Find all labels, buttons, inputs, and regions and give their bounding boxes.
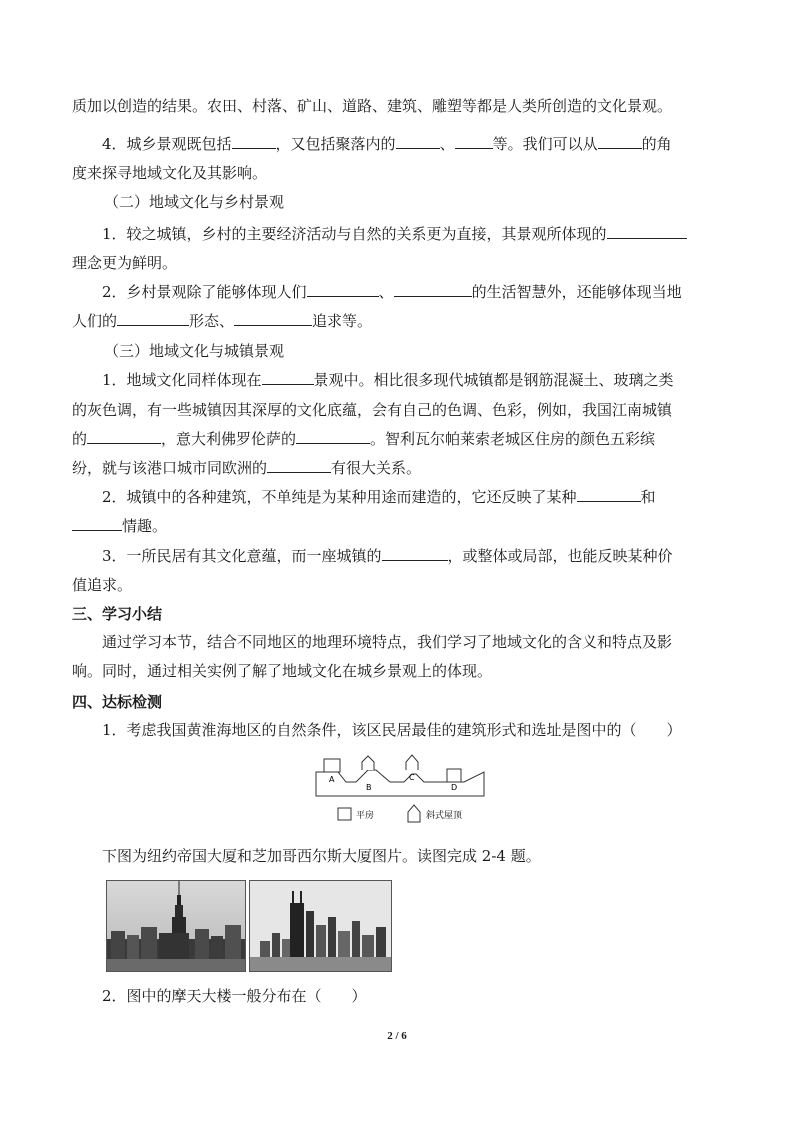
legend-flat-icon xyxy=(338,808,351,820)
housing-site-diagram xyxy=(312,752,488,834)
label-d: D xyxy=(451,783,458,792)
text-line: 的 ，意大利佛罗伦萨的 。智利瓦尔帕莱索老城区住房的颜色五彩缤 xyxy=(72,430,656,448)
empire-state-building-photo xyxy=(106,880,246,972)
label-b: B xyxy=(366,783,372,792)
rural-question-2: 2．乡村景观除了能够体现人们 、 的生活智慧外，还能够体现当地 xyxy=(102,283,682,301)
answer-blank xyxy=(234,311,312,326)
section-heading-urban: （三）地域文化与城镇景观 xyxy=(104,342,285,360)
urban-question-2: 2．城镇中的各种建筑，不单纯是为某种用途而建造的，它还反映了某种 和 xyxy=(102,488,656,506)
house-d-flat-roof xyxy=(447,769,461,782)
answer-blank xyxy=(598,134,642,149)
answer-blank xyxy=(577,487,641,502)
answer-blank xyxy=(382,546,448,561)
answer-blank xyxy=(117,311,189,326)
summary-text: 响。同时，通过相关实例了解了地域文化在城乡景观上的体现。 xyxy=(72,662,493,680)
text-line: 值追求。 xyxy=(72,576,133,594)
house-a-flat-roof xyxy=(324,759,340,772)
question-4: 4．城乡景观既包括 ，又包括聚落内的 、 等。我们可以从 的角 xyxy=(102,135,672,153)
photo-intro: 下图为纽约帝国大厦和芝加哥西尔斯大厦图片。读图完成 2-4 题。 xyxy=(102,847,541,865)
heading-test: 四、达标检测 xyxy=(72,693,163,711)
summary-text: 通过学习本节，结合不同地区的地理环境特点，我们学习了地域文化的含义和特点及影 xyxy=(102,633,673,651)
house-c-sloped-roof xyxy=(406,755,418,770)
answer-blank xyxy=(232,134,276,149)
answer-blank xyxy=(455,134,493,149)
answer-blank xyxy=(396,134,440,149)
answer-blank xyxy=(394,282,472,297)
heading-summary: 三、学习小结 xyxy=(72,605,163,623)
text-line: 质加以创造的结果。农田、村落、矿山、道路、建筑、雕塑等都是人类所创造的文化景观。 xyxy=(72,97,673,115)
answer-blank xyxy=(267,458,331,473)
text-line: 的灰色调，有一些城镇因其深厚的文化底蕴，会有自己的色调、色彩，例如，我国江南城镇 xyxy=(72,401,673,419)
text-line: 度来探寻地域文化及其影响。 xyxy=(72,164,268,182)
test-question-1: 1．考虑我国黄淮海地区的自然条件，该区民居最佳的建筑形式和选址是图中的（ ） xyxy=(102,721,682,739)
answer-blank xyxy=(296,429,370,444)
text-line: 情趣。 xyxy=(72,516,167,536)
answer-blank xyxy=(262,370,314,385)
legend-sloped-label: 斜式屋顶 xyxy=(426,811,463,821)
label-a: A xyxy=(329,775,335,784)
rural-question-1: 1．较之城镇，乡村的主要经济活动与自然的关系更为直接，其景观所体现的 xyxy=(102,224,687,244)
section-heading-rural: （二）地域文化与乡村景观 xyxy=(104,193,285,211)
test-question-2: 2．图中的摩天大楼一般分布在（ ） xyxy=(102,987,367,1005)
text-line: 人们的 形态、 追求等。 xyxy=(72,312,373,330)
page-number: 2 / 6 xyxy=(387,1030,407,1042)
answer-blank xyxy=(607,224,687,239)
answer-blank xyxy=(87,429,161,444)
label-c: C xyxy=(409,773,415,782)
answer-blank xyxy=(307,282,379,297)
answer-blank xyxy=(72,516,122,531)
legend-sloped-icon xyxy=(408,805,420,822)
house-b-sloped-roof xyxy=(362,756,374,770)
text-line: 理念更为鲜明。 xyxy=(72,254,178,272)
urban-question-1: 1．地域文化同样体现在 景观中。相比很多现代城镇都是钢筋混凝土、玻璃之类 xyxy=(102,371,674,389)
urban-question-3: 3．一所民居有其文化意蕴，而一座城镇的 ，或整体或局部，也能反映某种价 xyxy=(102,547,673,565)
sears-tower-photo xyxy=(249,880,392,972)
text-line: 纷，就与该港口城市同欧洲的 有很大关系。 xyxy=(72,459,422,477)
legend-flat-label: 平房 xyxy=(356,811,375,821)
